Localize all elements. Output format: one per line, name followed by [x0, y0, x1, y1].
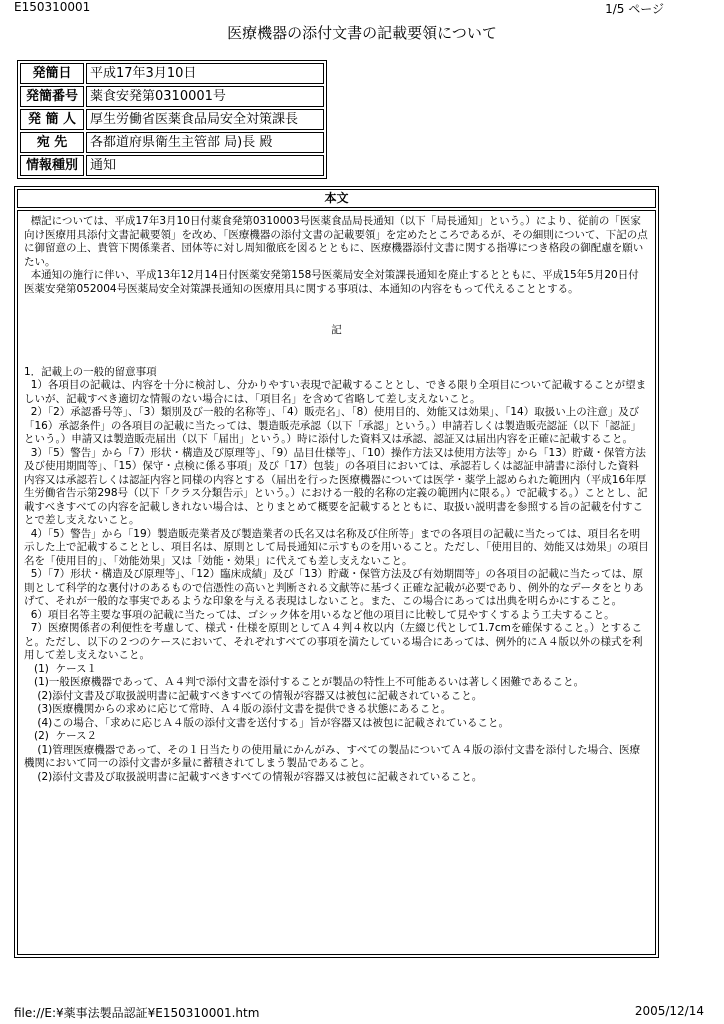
meta-row: [20, 63, 324, 84]
spacer: [24, 338, 649, 366]
meta-value: 平成17年3月10日: [86, 63, 324, 84]
body-paragraph: 3）「5）警告」から「7）形状・構造及び原理等」、「9）品目仕様等」、「10）操作方法又は使用方法等」から「13）貯蔵・保管方法及び使用期間等」、「15）保守・点検に係る事項」及び「17）包装」の各項目においては、承認若しくは認証申請書に添付した資料内容又は承認若しくは認証内容と同様の内容とする（届出を行った医療機器については医学・薬学上認められた範囲内（平成16年厚生労働省告示第298号（以下「クラス分類告示」という。）における一般的名称の定義の範囲内に限る。）で記載する。）こととし、記載すべきすべての内容を記載しきれない場合は、とりまとめて概要を記載するとともに、取扱い説明書を参照する旨の記載を付すことで差し支えないこと。: [24, 446, 648, 526]
meta-value: 各都道府県衛生主管部 局)長 殿: [86, 132, 324, 153]
intro-paragraph: 本通知の施行に伴い、平成13年12月14日付医薬安発第158号医薬局安全対策課長通知を廃止するとともに、平成15年5月20日付医薬安発第052004号医薬局安全対策課長通知の医療用具に関する事項は、本通知の内容をもって代えることとする。: [24, 269, 639, 295]
ki-marker: 記: [331, 324, 342, 336]
intro-paragraph: 標記については、平成17年3月10日付薬食発第0310003号医薬食品局長通知（以下「局長通知」という。）により、従前の「医家向け医療用具添付文書記載要領」を改め、「医療機器の添付文書の記載要領」を定めたところであるが、その細則について、下記の点に御留意の上、貴管下関係業者、団体等に対し周知徹底を図るとともに、医療機器添付文書に関する指導につき格段の御配慮を願いたい。: [24, 215, 648, 268]
meta-key: 発簡番号: [20, 86, 84, 107]
meta-row: [20, 155, 324, 176]
print-date: 2005/12/14: [634, 1004, 704, 1018]
case-heading: (1) ケース１: [24, 662, 98, 675]
file-path: file://E:¥薬事法製品認証¥E150310001.htm: [14, 1006, 260, 1020]
meta-value: 薬食安発第0310001号: [86, 86, 324, 107]
meta-row: [20, 132, 324, 153]
case-heading: (2) ケース２: [24, 730, 98, 742]
metadata-table: [17, 60, 327, 179]
meta-row: [20, 86, 324, 107]
document-id: E150310001: [14, 0, 91, 14]
body-paragraph: 4）「5）警告」から「19）製造販売業者及び製造業者の氏名又は名称及び住所等」までの各項目の記載に当たっては、項目名を明示した上で記載することとし、項目名は、原則として局長通知に示すものを用いること。ただし、「使用目的、効能又は効果」の項目名を「使用目的」、「効能効果」又は「効能・効果」に代えても差し支えないこと。: [24, 527, 649, 567]
page-indicator: 1/5 ページ: [605, 2, 664, 16]
body-paragraph: 6）項目名等主要な事項の記載に当たっては、ゴシック体を用いるなど他の項目に比較して見やすくするよう工夫すること。: [24, 608, 615, 621]
body-paragraph: 1）各項目の記載は、内容を十分に検討し、分かりやすい表現で記載することとし、できる限り全項目について記載することが望ましいが、記載すべき適切な情報のない場合には、「項目名」を含めて省略して差し支えないこと。: [24, 379, 647, 405]
section-heading: 1．記載上の一般的留意事項: [24, 365, 157, 378]
case-item: (3)医療機関からの求めに応じて常時、Ａ４版の添付文書を提供できる状態にあること。: [24, 703, 452, 715]
body-paragraph: 2）「2）承認番号等」、「3）類別及び一般的名称等」、「4）販売名」、「8）使用目的、効能又は効果」、「14）取扱い上の注意」及び「16）承認条件」の各項目の記載に当たっては、製造販売承認（以下「承認」という。）申請若しくは製造販売認証（以下「認証」という。）申請又は製造販売届出（以下「届出」という。）時に添付した資料又は承認、認証又は届出内容を正確に記載すること。: [24, 406, 642, 445]
meta-value: 通知: [86, 155, 324, 176]
document-title: 医療機器の添付文書の記載要領について: [227, 24, 497, 42]
meta-key: 発 簡 人: [20, 109, 84, 130]
meta-value: 厚生労働省医薬食品局安全対策課長: [86, 109, 324, 130]
body-heading: 本文: [17, 189, 656, 208]
body-content: [17, 210, 656, 955]
case-item: (1)管理医療機器であって、その１日当たりの使用量にかんがみ、すべての製品についてＡ４版の添付文書を添付した場合、医療機関において同一の添付文書が多量に蓄積されてしまう製品であること。: [24, 743, 641, 769]
body-frame: [14, 186, 659, 958]
body-paragraph: 5）「7）形状・構造及び原理等」、「12）臨床成績」及び「13）貯蔵・保管方法及び有効期間等」の各項目の記載に当たっては、原則として科学的な裏付けのあるもので信憑性の高いと判断される文献等に基づく正確な記載が必要であり、例外的なデータをとりあげて、それが一般的な事実であるような印象を与える表現はしないこと。また、この場合にあっては出典を明らかにすること。: [24, 568, 644, 607]
body-paragraph: 7）医療関係者の利便性を考慮して、様式・仕様を原則としてＡ４判４枚以内（左綴じ代として1.7cmを確保すること。）とすること。ただし、以下の２つのケースにおいて、それぞれすべての事項を満たしている場合にあっては、例外的にＡ４版以外の様式を利用して差し支えないこと。: [24, 622, 643, 661]
case-item: (1)一般医療機器であって、Ａ４判で添付文書を添付することが製品の特性上不可能あるいは著しく困難であること。: [24, 676, 585, 688]
meta-key: 宛 先: [20, 132, 84, 153]
case-item: (4)この場合、「求めに応じＡ４版の添付文書を送付する」旨が容器又は被包に記載されていること。: [24, 716, 509, 729]
spacer: [24, 296, 649, 324]
case-item: (2)添付文書及び取扱説明書に記載すべきすべての情報が容器又は被包に記載されていること。: [24, 689, 483, 702]
meta-key: 情報種別: [20, 155, 84, 176]
meta-row: [20, 109, 324, 130]
meta-key: 発簡日: [20, 63, 84, 84]
case-item: (2)添付文書及び取扱説明書に記載すべきすべての情報が容器又は被包に記載されていること。: [24, 770, 483, 783]
